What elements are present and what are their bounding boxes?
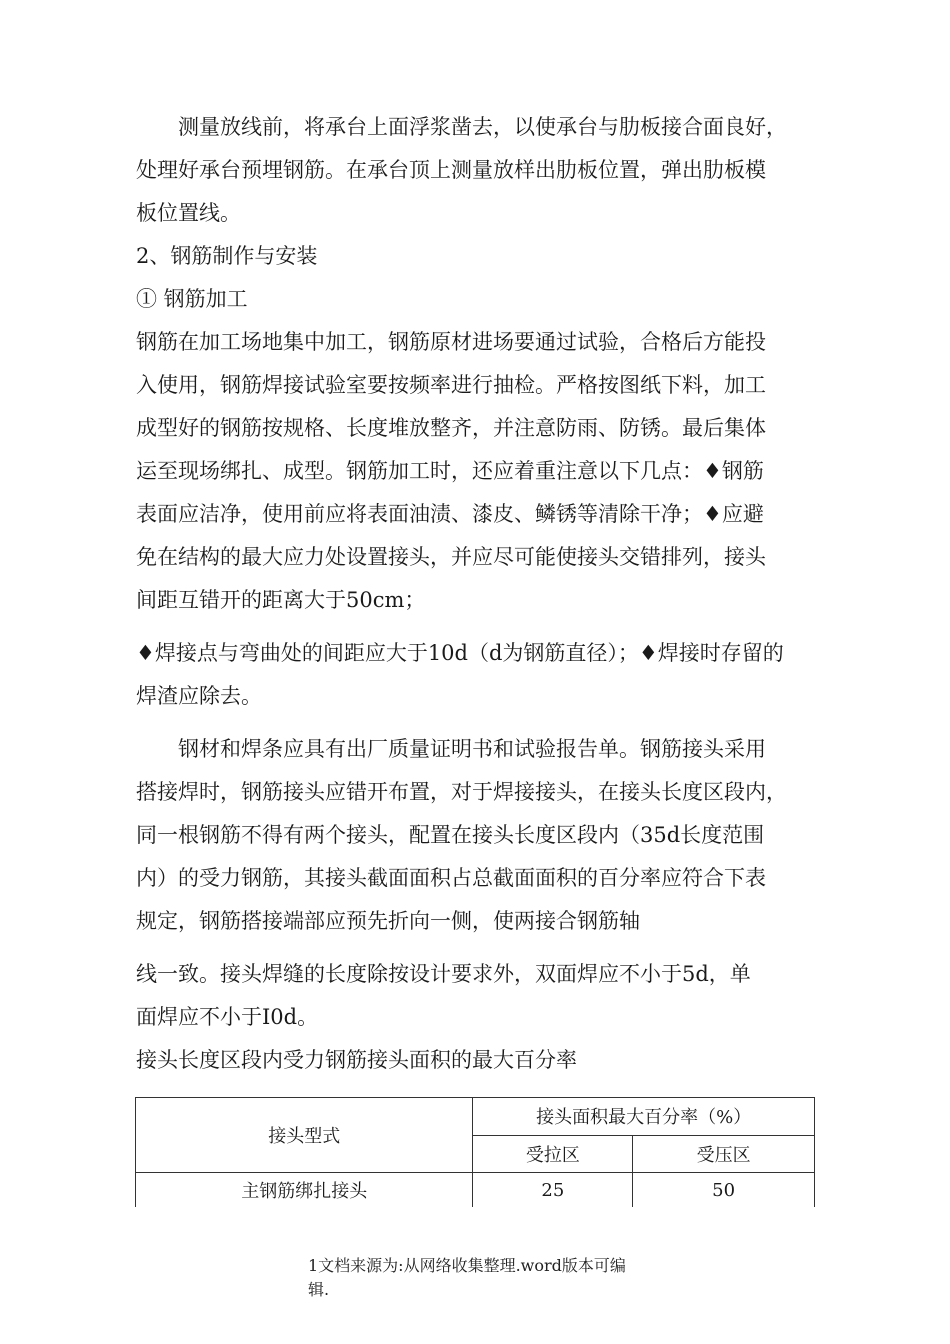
- header-compression-zone: 受压区: [633, 1135, 815, 1173]
- table-row: [136, 1173, 815, 1208]
- paragraph-line: 测量放线前，将承台上面浮浆凿去，以使承台与肋板接合面良好，: [178, 115, 787, 139]
- header-max-percentage: 接头面积最大百分率（%）: [473, 1098, 815, 1136]
- cell-joint-type: 主钢筋绑扎接头: [136, 1173, 473, 1208]
- page-footer: [308, 1254, 648, 1302]
- paragraph-line: 运至现场绑扎、成型。钢筋加工时，还应着重注意以下几点：♦钢筋: [136, 459, 764, 483]
- paragraph-line: 成型好的钢筋按规格、长度堆放整齐，并注意防雨、防锈。最后集体: [136, 416, 766, 440]
- section-heading: 2、钢筋制作与安装: [136, 244, 318, 268]
- paragraph-line: 表面应洁净，使用前应将表面油渍、漆皮、鳞锈等清除干净；♦应避: [136, 502, 764, 526]
- paragraph-line: 钢筋在加工场地集中加工，钢筋原材进场要通过试验，合格后方能投: [136, 330, 766, 354]
- paragraph-line: 间距互错开的距离大于50cm；: [136, 588, 426, 612]
- paragraph-line: 同一根钢筋不得有两个接头，配置在接头长度区段内（35d长度范围: [136, 823, 765, 847]
- subsection-heading: ① 钢筋加工: [136, 287, 248, 311]
- paragraph-line: 板位置线。: [136, 201, 241, 225]
- cell-tension-value: 25: [473, 1173, 633, 1208]
- paragraph-line: 处理好承台预埋钢筋。在承台顶上测量放样出肋板位置，弹出肋板模: [136, 158, 766, 182]
- cell-compression-value: 50: [633, 1173, 815, 1208]
- paragraph-line: 免在结构的最大应力处设置接头，并应尽可能使接头交错排列，接头: [136, 545, 766, 569]
- paragraph-line: ♦焊接点与弯曲处的间距应大于10d（d为钢筋直径）；♦焊接时存留的: [136, 641, 784, 665]
- footer-line: 辑.: [308, 1280, 330, 1299]
- header-tension-zone: 受拉区: [473, 1135, 633, 1173]
- paragraph-line: 内）的受力钢筋，其接头截面面积占总截面面积的百分率应符合下表: [136, 866, 766, 890]
- paragraph-line: 钢材和焊条应具有出厂质量证明书和试验报告单。钢筋接头采用: [178, 737, 766, 761]
- paragraph-line: 搭接焊时，钢筋接头应错开布置，对于焊接接头，在接头长度区段内，: [136, 780, 787, 804]
- paragraph-line: 入使用，钢筋焊接试验室要按频率进行抽检。严格按图纸下料，加工: [136, 373, 766, 397]
- paragraph-line: 规定，钢筋搭接端部应预先折向一侧，使两接合钢筋轴: [136, 909, 640, 933]
- paragraph-line: 焊渣应除去。: [136, 684, 262, 708]
- table-caption: 接头长度区段内受力钢筋接头面积的最大百分率: [136, 1048, 577, 1072]
- header-joint-type: 接头型式: [136, 1098, 473, 1173]
- joint-percentage-table: [135, 1097, 815, 1207]
- paragraph-line: 线一致。接头焊缝的长度除按设计要求外，双面焊应不小于5d，单: [136, 962, 751, 986]
- footer-line: 1文档来源为:从网络收集整理.word版本可编: [308, 1256, 626, 1275]
- paragraph-line: 面焊应不小于I0d。: [136, 1005, 319, 1029]
